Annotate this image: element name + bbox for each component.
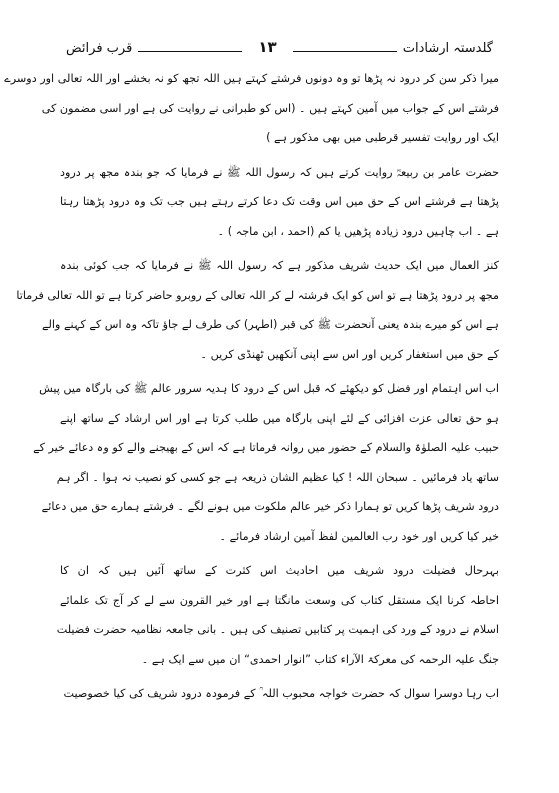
book-title: گلدستہ ارشادات <box>402 41 493 56</box>
text-line: احاطہ کرنا ایک مستقل کتاب کی وسعت مانگتا ہے اور خیر القرون سے لے کر آج تک علمائے <box>60 593 499 607</box>
paragraph <box>56 556 499 674</box>
paragraph <box>60 679 499 709</box>
text-line: مجھ پر درود پڑھتا ہے تو اس کو ایک فرشتہ لے کر اللہ تعالی کے روبرو حاضر کرتا ہے تو اللہ تعالی فرماتا <box>16 288 499 302</box>
text-line: بہرحال فضیلت درود شریف میں احادیث اس کثرت کے ساتھ آئیں ہیں کہ ان کا <box>60 564 499 577</box>
text-line: حبیب علیہ الصلوٰۃ والسلام کے حضور میں روانہ فرماتا ہے کہ اس کے بھیجنے والے کو وہ دعائے خیر کے <box>33 441 499 454</box>
text-line: فرشتے اس کے جواب میں آمین کہتے ہیں ۔ (اس کو طبرانی نے روایت کی ہے اور اسی مضمون کی <box>41 101 499 115</box>
text-line: ہو حق تعالی عزت افزائی کے لئے اپنی بارگاہ میں طلب کرتا ہے اور اس ارشاد کے ساتھ اپنے <box>60 411 499 425</box>
page-body <box>4 64 499 775</box>
text-line: خیر کیا کریں اور خود رب العالمین لفظ آمین ارشاد فرمائے ۔ <box>219 529 499 543</box>
header-rule <box>138 51 242 52</box>
text-line: ہے اس کو میرے بندہ یعنی آنحضرت ﷺ کی قبر (اطہر) کی طرف لے جاؤ تاکہ وہ اس کے کہنے والے <box>41 318 499 331</box>
paragraph <box>60 158 499 247</box>
page-number: ۱۳ <box>258 38 277 56</box>
text-line: ہے ۔ اب چاہیں درود زیادہ پڑھیں یا کم (احمد ، ابن ماجہ ) ۔ <box>217 224 499 238</box>
text-line: اب رہا دوسرا سوال کہ حضرت خواجہ محبوب اللہ ؒ کے فرمودہ درود شریف کی کیا خصوصیت <box>63 687 499 700</box>
chapter-title: قرب فرائض <box>65 41 133 56</box>
paragraph <box>4 64 499 153</box>
text-line: کنز العمال میں ایک حدیث شریف مذکور ہے کہ رسول اللہ ﷺ نے فرمایا کہ جب کوئی بندہ <box>60 259 499 272</box>
text-line: پڑھتا ہے فرشتے اس کے حق میں اس وقت تک دعا کرتے رہتے ہیں جب تک وہ درود پڑھتا رہتا <box>60 195 499 208</box>
text-line: حضرت عامر بن ربیعہؓ روایت کرتے ہیں کہ رسول اللہ ﷺ نے فرمایا کہ جو بندہ مجھ پر درود <box>60 165 499 179</box>
text-line: جنگ علیہ الرحمہ کی معرکۃ الآراء کتاب ”انوار احمدی“ ان میں سے ایک ہے ۔ <box>141 652 499 666</box>
paragraph <box>33 374 499 551</box>
header-rule <box>293 51 397 52</box>
text-line: درود شریف پڑھا کریں تو ہمارا ذکر خیر عالم ملکوت میں ہونے لگے ۔ فرشتے ہمارے حق میں دعائے <box>41 500 499 513</box>
text-line: ایک اور روایت تفسیر قرطبی میں بھی مذکور ہے ) <box>266 131 499 144</box>
text-line: کے حق میں استغفار کریں اور اس سے اپنی آنکھیں ٹھنڈی کریں ۔ <box>200 347 499 361</box>
text-line: میرا ذکر سن کر درود نہ پڑھا تو وہ دونوں فرشتے کہتے ہیں اللہ تجھ کو نہ بخشے اور اللہ تعالی اور دوسرے <box>4 72 499 85</box>
text-line: اسلام نے درود کے ورد کی اہمیت پر کتابیں تصنیف کی ہیں ۔ بانی جامعہ نظامیہ حضرت فضیلت <box>56 623 499 636</box>
text-line: اب اس اہتمام اور فضل کو دیکھئے کہ قبل اس کے درود کا ہدیہ سرور عالم ﷺ کی بارگاہ میں پیش <box>39 382 499 395</box>
paragraph <box>16 251 499 369</box>
page-header <box>66 34 493 56</box>
text-line: ساتھ یاد فرمائیں ۔ سبحان اللہ ! کیا عظیم الشان ذریعہ ہے جو کسی کو نصیب نہ ہوا ۔ اگر ہم <box>56 470 499 484</box>
